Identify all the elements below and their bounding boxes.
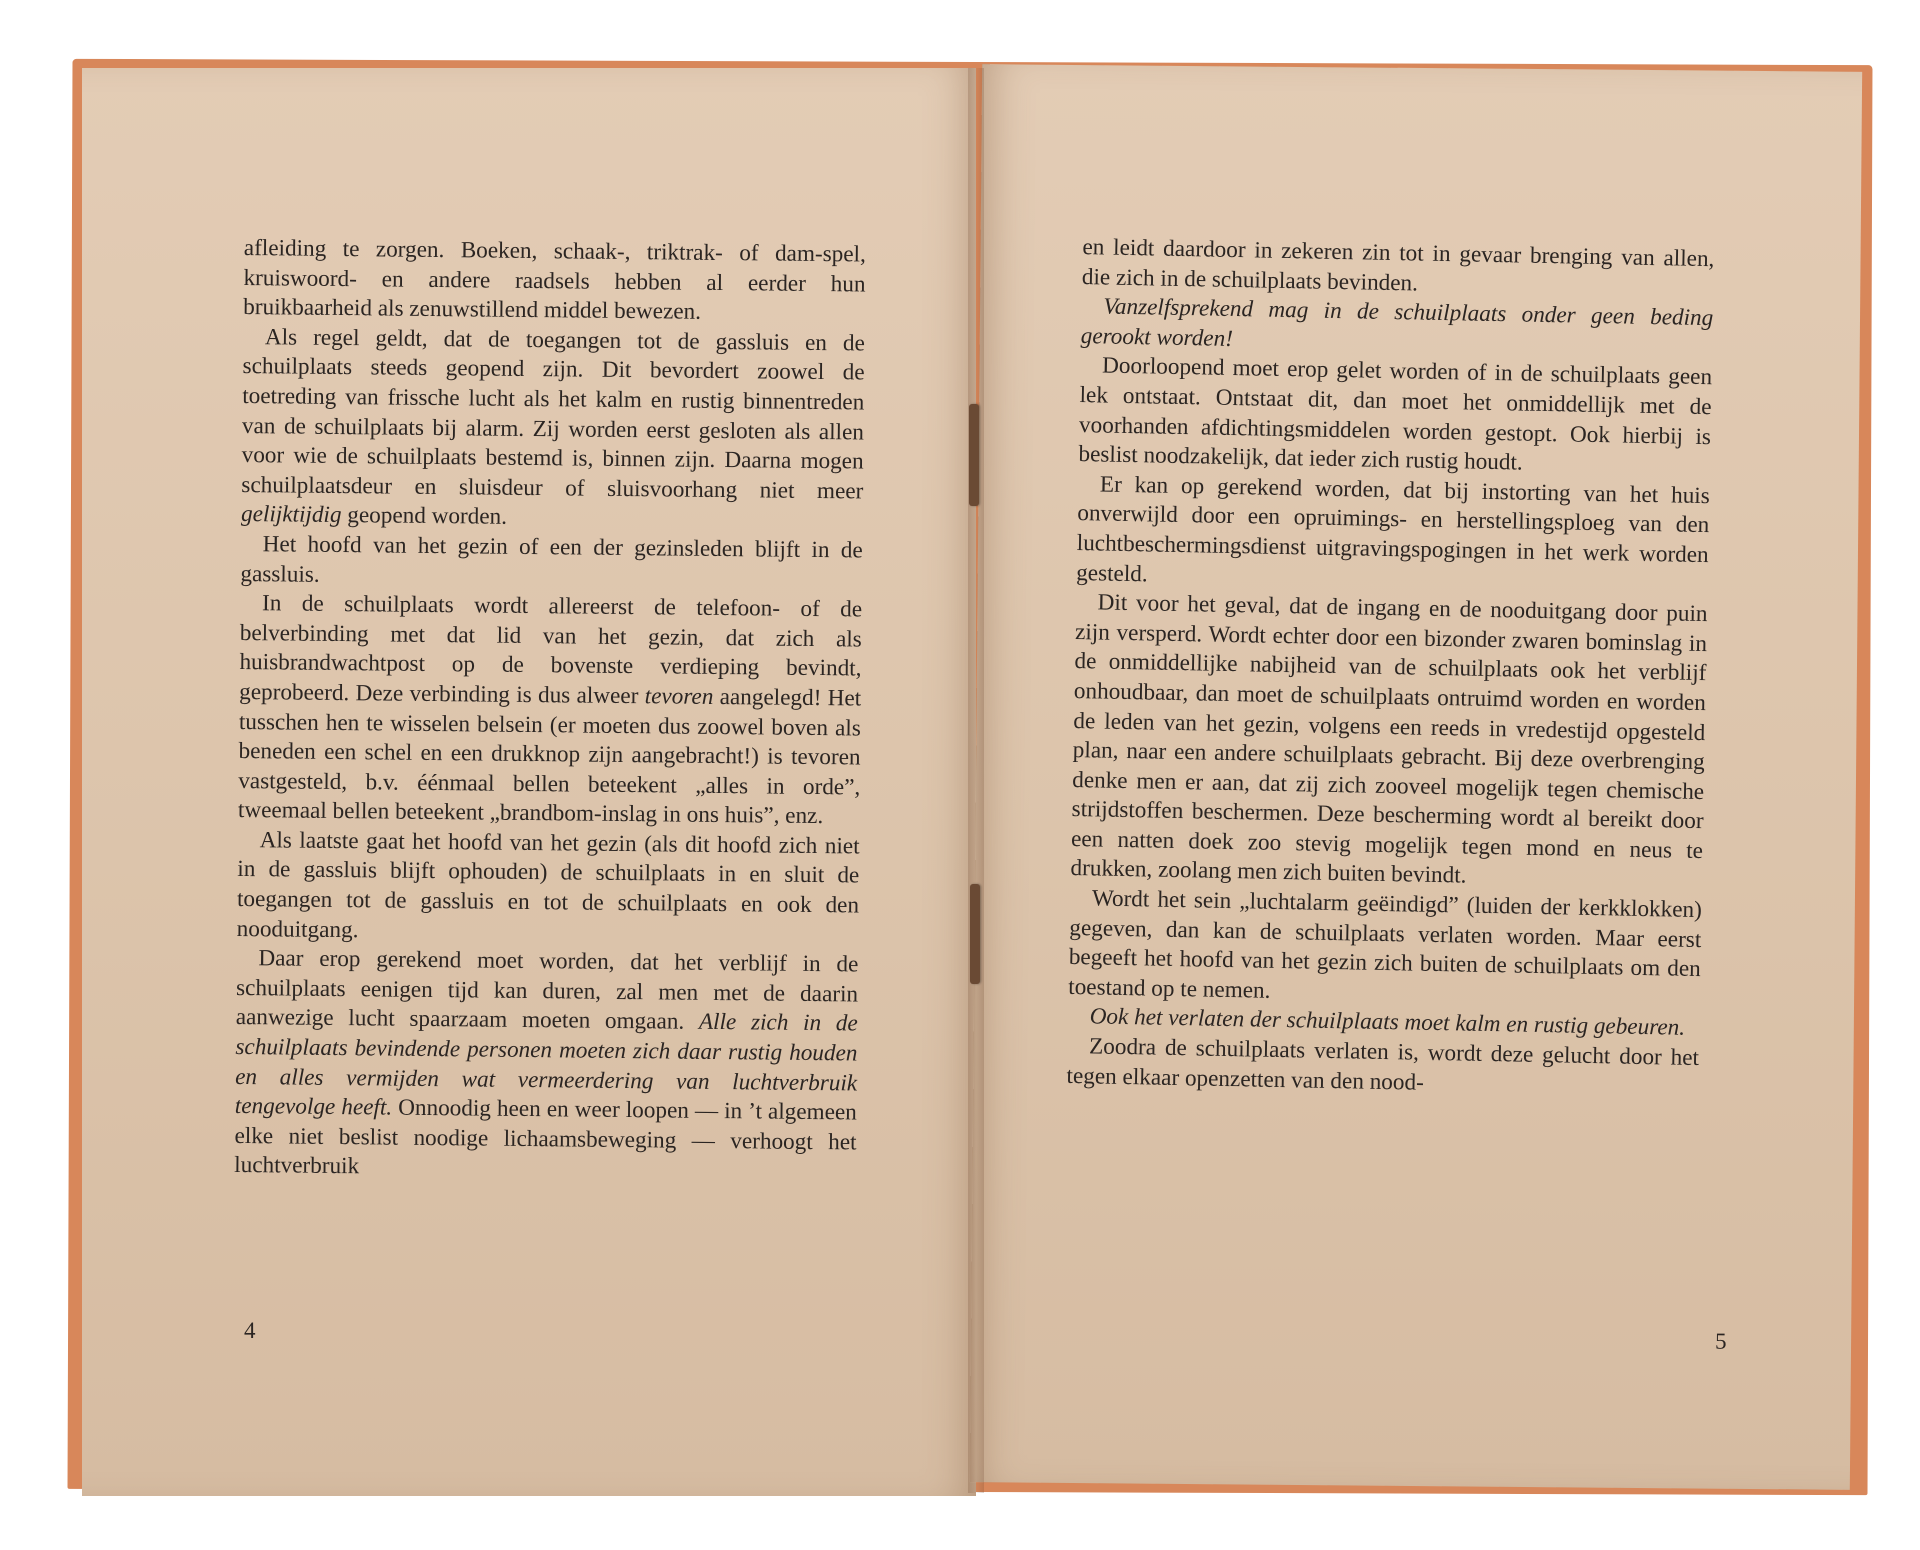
right-page-number: 5 <box>1714 1328 1727 1354</box>
text-run: Er kan op gerekend worden, dat bij instorting van het huis onverwijld door een opruimings- en herstellingsploeg van den luchtbeschermingsdienst uitgravingspogingen in het werk worden gesteld. <box>1075 471 1711 587</box>
text-run: Als regel geldt, dat de toegangen tot de gassluis en de schuilplaats steeds geopend zijn. Dit bevordert zoowel de toetreding van frissche lucht als het kalm en rustig binnentreden van de schuilplaats bij alarm. Zij worden eerst gesloten als allen voor wie de schuilplaats bestemd is, binnen zijn. Daarna mogen schuilplaatsdeur en sluisdeur of sluisvoorhang niet meer <box>241 324 866 505</box>
paragraph <box>241 323 865 537</box>
right-page-text <box>1066 233 1714 1103</box>
text-run: Doorloopend moet erop gelet worden of in de schuilplaats geen lek ontstaat. Ontstaat dit, dan moet het onmiddellijk met de voorhanden afdichtingsmiddelen worden gestopt. Ook hierbij is beslist noodzakelijk, dat ieder zich rustig houdt. <box>1078 352 1713 476</box>
italic-text: Alle zich in de schuilplaats bevindende personen moeten zich daar rustig houden en alles vermijden wat vermeerdering van luchtverbruik tengevolge heeft. <box>234 1009 858 1121</box>
right-page <box>970 64 1862 1490</box>
italic-text: tevoren <box>644 683 714 710</box>
text-run: Daar erop gerekend moet worden, dat het verblijf in de schuilplaats eenigen tijd kan duren, zal men met de daarin aanwezige lucht spaarzaam moeten omgaan. <box>235 945 859 1036</box>
paragraph <box>1066 1032 1699 1103</box>
italic-text: gelijktijdig <box>240 501 342 529</box>
text-run: en leidt daardoor in zekeren zin tot in gevaar brenging van allen, die zich in de schuilplaats bevinden. <box>1081 234 1715 297</box>
text-run: Het hoofd van het gezin of een der gezinsleden blijft in de gassluis. <box>240 531 863 588</box>
text-run: In de schuilplaats wordt allereerst de telefoon- of de belverbinding met dat lid van het gezin, dat zich als huisbrandwachtpost op de bovenste verdieping bevindt, geprobeerd. Deze verbinding is dus alweer <box>239 590 863 710</box>
text-run: afleiding te zorgen. Boeken, schaak-, triktrak- of dam-spel, kruiswoord- en andere raadsels hebben al eerder hun bruikbaarheid als zenuwstillend middel bewezen. <box>243 234 866 325</box>
paragraph <box>1076 470 1710 600</box>
text-run: Wordt het sein „luchtalarm geëindigd” (luiden der kerkklokken) gegeven, dan kan de schuilplaats verlaten worden. Maar eerst begeeft het hoofd van het gezin zich buiten de schuilplaats om den toestand op te nemen. <box>1068 885 1703 1004</box>
text-run: Als laatste gaat het hoofd van het gezin (als dit hoofd zich niet in de gassluis blijft ophouden) de schuilplaats in en sluit de toegangen tot de gassluis en tot de schuilplaats en ook den nooduitgang. <box>236 827 860 943</box>
left-page-text <box>234 234 866 1187</box>
italic-text: Vanzelfsprekend mag in de schuilplaats onder geen beding gerookt worden! <box>1080 293 1714 352</box>
paragraph <box>1078 351 1712 481</box>
paragraph <box>238 589 862 832</box>
text-run: Zoodra de schuilplaats verlaten is, wordt deze gelucht door het tegen elkaar openzetten van den nood- <box>1066 1033 1700 1096</box>
paragraph <box>1070 588 1708 896</box>
paragraph <box>234 944 858 1187</box>
paragraph <box>240 530 863 596</box>
left-page-number: 4 <box>244 1318 256 1343</box>
book-spine-crease <box>968 68 984 1493</box>
text-run: Dit voor het geval, dat de ingang en de nooduitgang door puin zijn versperd. Wordt echter door een bizonder zwaren bominslag in de onmiddellijke nabijheid van de schuilplaats ook het verblijf onhoudbaar, dan moet de schuilplaats ontruimd worden en worden de leden van het gezin, volgens een reeds in vredestijd opgesteld plan, naar een andere schuilplaats gebracht. Bij deze overbrenging denke men er aan, dat zij zich zooveel mogelijk tegen chemische strijdstoffen beschermen. Deze bescherming wordt al bereikt door een natten doek zoo stevig mogelijk tegen mond en neus te drukken, zoolang men zich buiten bevindt. <box>1070 589 1708 890</box>
text-run: Onnoodig heen en weer loopen — in ’t algemeen elke niet beslist noodige lichaamsbeweging — verhoogt het luchtverbruik <box>234 1094 857 1180</box>
text-run: geopend worden. <box>341 502 508 531</box>
text-run: aangelegd! Het tusschen hen te wisselen belsein (er moeten dus zoowel boven als beneden een schel en een drukknop zijn aangebracht!) is tevoren vastgesteld, b.v. éénmaal bellen beteekent „alles in orde”, tweemaal bellen beteekent „brandbom-inslag in ons huis”, enz. <box>237 683 862 830</box>
left-page <box>82 68 976 1496</box>
lower-staple <box>970 884 980 984</box>
italic-text: Ook het verlaten der schuilplaats moet kalm en rustig gebeuren. <box>1089 1003 1686 1042</box>
paragraph <box>243 234 866 329</box>
paragraph <box>237 826 860 951</box>
upper-staple <box>969 404 979 506</box>
paragraph <box>1068 884 1702 1014</box>
